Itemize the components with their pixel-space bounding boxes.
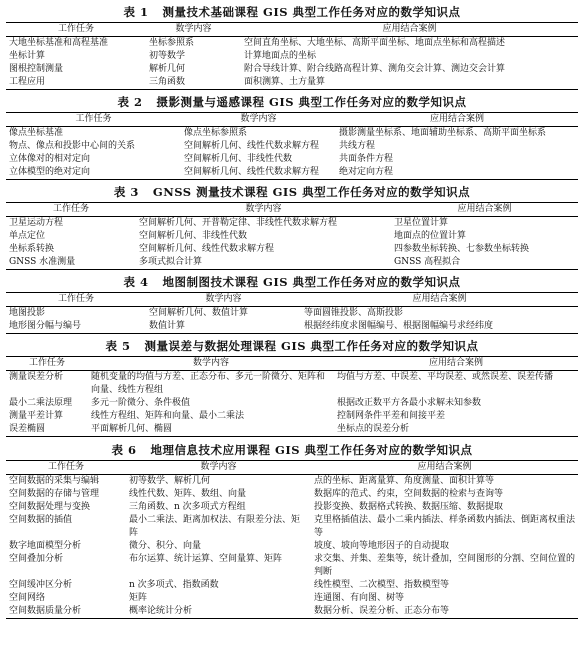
table-row (6, 592, 578, 605)
cell-text: 坡度、坡向等地形因子的自动提取 (314, 541, 450, 551)
table-cell (334, 371, 578, 398)
column-header: 应用结合案例 (336, 113, 578, 127)
table (6, 202, 578, 270)
cell-text: 空间解析几何、开普勒定律、非线性代数求解方程 (139, 218, 338, 228)
table-title (6, 92, 578, 112)
cell-text: 面积测算、土方量算 (244, 77, 326, 87)
cell-text: 坐标点的误差分析 (337, 424, 410, 434)
cell-text: 大地坐标基准和高程基准 (9, 38, 109, 48)
cell-text: 空间数据质量分析 (9, 606, 82, 616)
table-cell (6, 579, 126, 592)
table-cell (126, 592, 311, 605)
column-header: 数学内容 (146, 23, 241, 37)
column-header: 数学内容 (146, 293, 301, 307)
cell-text: 空间缓冲区分析 (9, 580, 73, 590)
table-cell (241, 37, 578, 90)
cell-text: 空间解析几何、线性代数求解方程 (184, 141, 320, 151)
table-cell (6, 410, 88, 423)
table-cell (6, 553, 126, 579)
cell-text: 克里格插值法、最小二乘内插法、样条函数内插法、倒距离权重法等 (314, 515, 576, 538)
cell-text: 计算地面点的坐标 (244, 51, 317, 61)
cell-text: 坐标计算 (9, 51, 46, 61)
table-cell (6, 514, 126, 540)
cell-text: 矩阵 (129, 593, 148, 603)
table-row (6, 553, 578, 579)
table-title (6, 272, 578, 292)
table-cell (6, 488, 126, 501)
table-cell (88, 371, 334, 398)
table-title-text: 测量技术基础课程 GIS 典型工作任务对应的数学知识点 (162, 5, 461, 19)
column-header: 应用结合案例 (391, 203, 578, 217)
table-cell (126, 605, 311, 619)
cell-text: 空间数据的插值 (9, 515, 73, 525)
cell-text: 空间解析几何、数值计算 (149, 308, 249, 318)
column-header: 工作任务 (6, 293, 146, 307)
cell-text: 图根控制测量 (9, 64, 64, 74)
table-row (6, 579, 578, 592)
cell-text: 根据经纬度求图幅编号、根据图幅编号求经纬度 (304, 321, 494, 331)
table-cell (6, 540, 126, 553)
table-row (6, 217, 578, 270)
cell-text: 初等数学 (149, 51, 186, 61)
table-cell (6, 307, 146, 334)
table (6, 22, 578, 90)
cell-text: 立体模型的绝对定向 (9, 167, 91, 177)
table-cell (311, 540, 578, 553)
table-row (6, 410, 578, 423)
cell-text: 地面点的位置计算 (394, 231, 467, 241)
table-title-text: 测量误差与数据处理课程 GIS 典型工作任务对应的数学知识点 (144, 339, 479, 353)
cell-text: 卫星运动方程 (9, 218, 64, 228)
table-row (6, 475, 578, 489)
cell-text: 三角函数 (149, 77, 186, 87)
table-cell (6, 217, 136, 270)
column-header: 应用结合案例 (301, 293, 578, 307)
table-title (6, 440, 578, 460)
cell-text: 坐标参照系 (149, 38, 195, 48)
table-cell (146, 37, 241, 90)
table-cell (88, 397, 334, 410)
table-cell (311, 501, 578, 514)
cell-text: 测量平差计算 (9, 411, 64, 421)
table-title-text: 摄影测量与遥感课程 GIS 典型工作任务对应的数学知识点 (156, 95, 467, 109)
table-cell (126, 475, 311, 489)
cell-text: 立体像对的相对定向 (9, 154, 91, 164)
cell-text: 摄影测量坐标系、地面辅助坐标系、高斯平面坐标系 (339, 128, 547, 138)
table-title-text: 地理信息技术应用课程 GIS 典型工作任务对应的数学知识点 (150, 443, 473, 457)
table-cell (88, 410, 334, 423)
column-header: 数学内容 (126, 461, 311, 475)
cell-text: 测量误差分析 (9, 372, 64, 382)
cell-text: 空间网络 (9, 593, 46, 603)
column-header: 应用结合案例 (334, 357, 578, 371)
table-row (6, 540, 578, 553)
cell-text: 解析几何 (149, 64, 186, 74)
cell-text: 空间数据的存储与管理 (9, 489, 100, 499)
cell-text: 空间直角坐标、大地坐标、高斯平面坐标、地面点坐标和高程描述 (244, 38, 506, 48)
cell-text: GNSS 高程拟合 (394, 257, 461, 267)
table-cell (181, 127, 336, 180)
cell-text: 共面条件方程 (339, 154, 394, 164)
cell-text: 空间解析几何、线性代数求解方程 (184, 167, 320, 177)
cell-text: 投影变换、数据格式转换、数据压缩、数据提取 (314, 502, 504, 512)
cell-text: 附合导线计算、附合线路高程计算、测角交会计算、测边交会计算 (244, 64, 506, 74)
cell-text: 概率论统计分析 (129, 606, 193, 616)
table-cell (6, 475, 126, 489)
table-cell (334, 397, 578, 410)
table-cell (6, 371, 88, 398)
cell-text: 地形图分幅与编号 (9, 321, 82, 331)
table-cell (311, 488, 578, 501)
cell-text: 微分、积分、向量 (129, 541, 202, 551)
cell-text: 线性方程组、矩阵和向量、最小二乘法 (91, 411, 245, 421)
cell-text: 误差椭圆 (9, 424, 46, 434)
table-cell (6, 397, 88, 410)
cell-text: 线性模型、二次模型、指数模型等 (314, 580, 450, 590)
cell-text: n 次多项式、指数函数 (129, 580, 219, 590)
cell-text: 均值与方差、中误差、平均误差、或然误差、误差传播 (337, 372, 554, 382)
cell-text: 数值计算 (149, 321, 186, 331)
table-cell (126, 540, 311, 553)
cell-text: 控制网条件平差和间接平差 (337, 411, 446, 421)
cell-text: 多项式拟合计算 (139, 257, 203, 267)
cell-text: 数据分析、误差分析、正态分布等 (314, 606, 450, 616)
cell-text: 地图投影 (9, 308, 46, 318)
table (6, 112, 578, 180)
table-cell (136, 217, 391, 270)
column-header: 工作任务 (6, 23, 146, 37)
table-number: 表 4 (123, 275, 149, 289)
table-cell (146, 307, 301, 334)
table-cell (334, 410, 578, 423)
table-cell (126, 501, 311, 514)
table-row (6, 501, 578, 514)
table-cell (334, 423, 578, 437)
cell-text: 求交集、并集、差集等，统计叠加，空间图形的分割、空间位置的判断 (314, 554, 576, 577)
table-row (6, 37, 578, 90)
table (6, 460, 578, 619)
cell-text: 数据库的范式、约束，空间数据的检索与查询等 (314, 489, 504, 499)
table-cell (88, 423, 334, 437)
cell-text: 根据改正数平方各最小求解未知参数 (337, 398, 482, 408)
table-cell (311, 605, 578, 619)
table-cell (6, 592, 126, 605)
table-row (6, 423, 578, 437)
table-row (6, 371, 578, 398)
table-number: 表 5 (105, 339, 131, 353)
cell-text: 多元一阶微分、条件极值 (91, 398, 191, 408)
table-cell (311, 475, 578, 489)
table-number: 表 6 (111, 443, 137, 457)
table-row (6, 605, 578, 619)
table-cell (6, 501, 126, 514)
table-cell (311, 592, 578, 605)
cell-text: 空间解析几何、非线性代数 (184, 154, 293, 164)
table-number: 表 2 (117, 95, 143, 109)
cell-text: 像点坐标参照系 (184, 128, 248, 138)
table-row (6, 397, 578, 410)
table-title (6, 182, 578, 202)
table-row (6, 488, 578, 501)
column-header: 工作任务 (6, 113, 181, 127)
column-header: 工作任务 (6, 461, 126, 475)
cell-text: GNSS 水准测量 (9, 257, 76, 267)
table-title-text: GNSS 测量技术课程 GIS 典型工作任务对应的数学知识点 (152, 185, 471, 199)
column-header: 工作任务 (6, 357, 88, 371)
cell-text: 绝对定向方程 (339, 167, 394, 177)
table-cell (6, 423, 88, 437)
cell-text: 四参数坐标转换、七参数坐标转换 (394, 244, 530, 254)
column-header: 数学内容 (88, 357, 334, 371)
table-cell (311, 579, 578, 592)
table-number: 表 3 (113, 185, 139, 199)
table-cell (391, 217, 578, 270)
table-row (6, 514, 578, 540)
cell-text: 像点坐标基准 (9, 128, 64, 138)
table-cell (336, 127, 578, 180)
cell-text: 空间叠加分析 (9, 554, 64, 564)
cell-text: 等面圆锥投影、高斯投影 (304, 308, 404, 318)
cell-text: 单点定位 (9, 231, 46, 241)
cell-text: 最小二乘法、距离加权法、有限差分法、矩阵 (129, 515, 301, 538)
cell-text: 三角函数、n 次多项式方程组 (129, 502, 246, 512)
table-cell (311, 514, 578, 540)
table-cell (6, 605, 126, 619)
column-header: 数学内容 (136, 203, 391, 217)
table-cell (126, 553, 311, 579)
cell-text: 布尔运算、统计运算、空间量算、矩阵 (129, 554, 283, 564)
table-row (6, 127, 578, 180)
table-cell (126, 579, 311, 592)
cell-text: 空间解析几何、非线性代数 (139, 231, 248, 241)
table-title (6, 2, 578, 22)
cell-text: 坐标系转换 (9, 244, 55, 254)
table-title-text: 地图制图技术课程 GIS 典型工作任务对应的数学知识点 (162, 275, 461, 289)
cell-text: 随机变量的均值与方差、正态分布、多元一阶微分、矩阵和向量、线性方程组 (91, 372, 326, 395)
column-header: 工作任务 (6, 203, 136, 217)
cell-text: 空间数据处理与变换 (9, 502, 91, 512)
cell-text: 空间解析几何、线性代数求解方程 (139, 244, 275, 254)
column-header: 应用结合案例 (241, 23, 578, 37)
cell-text: 连通图、有向图、树等 (314, 593, 405, 603)
cell-text: 工程应用 (9, 77, 46, 87)
cell-text: 数字地面模型分析 (9, 541, 82, 551)
table-cell (126, 488, 311, 501)
table-title (6, 336, 578, 356)
table-cell (6, 37, 146, 90)
cell-text: 点的坐标、距离量算、角度测量、面积计算等 (314, 476, 495, 486)
table-cell (311, 553, 578, 579)
table-row (6, 307, 578, 334)
cell-text: 物点、像点和投影中心间的关系 (9, 141, 136, 151)
cell-text: 最小二乘法原理 (9, 398, 73, 408)
cell-text: 共线方程 (339, 141, 376, 151)
cell-text: 卫星位置计算 (394, 218, 449, 228)
table (6, 292, 578, 334)
table-cell (6, 127, 181, 180)
cell-text: 初等数学、解析几何 (129, 476, 211, 486)
column-header: 应用结合案例 (311, 461, 578, 475)
cell-text: 线性代数、矩阵、数组、向量 (129, 489, 247, 499)
table-cell (126, 514, 311, 540)
table (6, 356, 578, 437)
cell-text: 平面解析几何、椭圆 (91, 424, 173, 434)
table-cell (301, 307, 578, 334)
table-number: 表 1 (123, 5, 149, 19)
column-header: 数学内容 (181, 113, 336, 127)
document-page (6, 2, 578, 619)
cell-text: 空间数据的采集与编辑 (9, 476, 100, 486)
